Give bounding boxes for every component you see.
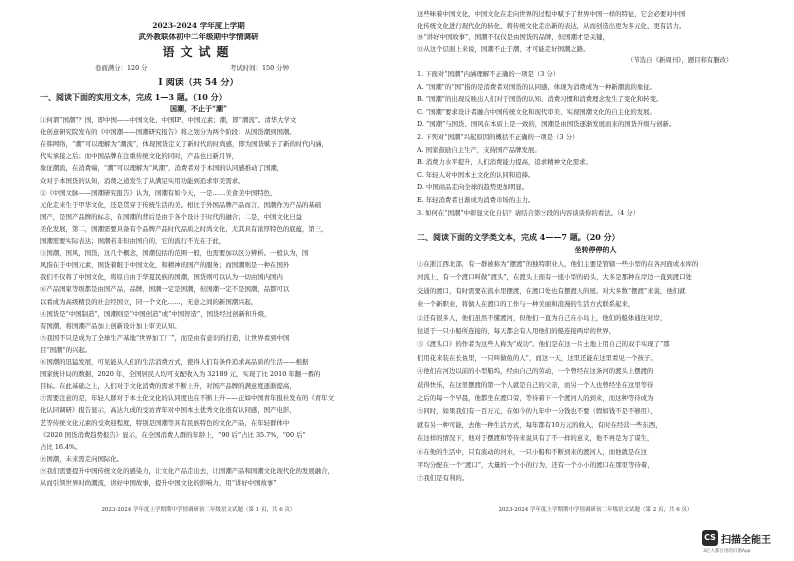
part-title: I 阅读（共 54 分） bbox=[158, 78, 239, 88]
text-line: ⑥在他的生活中，只有流动的河水，一只小船和不断到来的渡河人，而他就是在这 bbox=[417, 447, 648, 456]
section-heading: 一、阅读下面的实用文本，完成 1—3 题。（10 分） bbox=[40, 92, 227, 102]
text-line: 3. 如何在“国潮”中彰显文化自信？请结合第⑨段的内容谈谈你的看法。（4 分） bbox=[417, 208, 640, 217]
text-line: 1. 下面对“国潮”内涵理解不正确的一项是（3 分） bbox=[417, 70, 560, 78]
text-line: 交通的渡口，有时需要在流水里摆渡，在渡口处也有摆渡人的屋。对大多数“摆渡”来说，他们就 bbox=[417, 286, 686, 295]
text-line: 元化走来生于甲华文化，还是贯穿于传统生活的美。相比于外国品牌产品而言，国潮作为产品的基础 bbox=[40, 200, 322, 209]
text-line: 有国潮，将国潮产品加上创新设计加上审美认知。 bbox=[40, 321, 181, 330]
text-line: ③《渡头口》的作者为这些人称为“成功”。他们是在这一片土地上用自己的双手实现了“那 bbox=[417, 340, 670, 349]
text-line: 占比 16.4%。 bbox=[40, 442, 82, 451]
text-line: 艺等传统文化元素的受欢迎程度，特别是国潮等具有民族特色的文化产品，在年轻群体中 bbox=[40, 418, 290, 427]
text-line: ⑦需要注意的是，年轻人群对于本土化文化的认同度也在不断上升——正如中国青年报社发布的《青年文 bbox=[40, 394, 334, 403]
text-line: 在这样的情况下，他对于摆渡和等待来说具有了不一样的意义，他不再是为了谋生， bbox=[417, 434, 654, 443]
total-score: 卷面满分：120 分 bbox=[95, 64, 148, 72]
page-right bbox=[397, 0, 794, 561]
text-line: 从而引领世界时尚潮流，讲好中国故事，提升中国文化的影响力，用“讲好中国故事” bbox=[40, 479, 277, 487]
text-line: 之后的每一个早晨，他都坐在渡口旁，等待着下一个渡河人的到来，而这种等待成为 bbox=[417, 394, 654, 402]
exam-time: 考试时间：150 分钟 bbox=[230, 64, 289, 72]
scanner-watermark bbox=[700, 528, 794, 558]
article-source: （节选自《新周刊》，题目和有删改） bbox=[627, 56, 733, 64]
exam-header-line1: 2023-2024 学年度上学期 bbox=[152, 22, 245, 30]
cs-logo-icon: CS bbox=[702, 530, 718, 546]
text-line: ②《中国文脉——国潮研究报告》认为，国潮有如今天，一是……美食美中国特色， bbox=[40, 188, 277, 197]
text-line: 代实承接之后；而中国品牌在注重传统文化的同时，产品也日新月异， bbox=[40, 152, 239, 161]
text-line: 国家统计局的数据，2020 年，全国居民人均可支配收入为 32189 元，实现了比 2010 年翻一番的 bbox=[40, 370, 321, 379]
exam-title: 语文试题 bbox=[162, 45, 235, 59]
text-line: 目标。在此基础之上，人们对于文化消费的需求不断上升，对国产品牌的满意度逐渐提高， bbox=[40, 382, 296, 391]
text-line: 业一个新职业，将做人在渡口的工作与一种美丽和浪漫的生活方式联系起来， bbox=[417, 300, 635, 309]
text-line: ④他们在河边以前的小型船坞，经由自己的劳动，一个曾经在这条河的渡头上摆渡的 bbox=[417, 367, 654, 376]
text-line: B. “国潮”的出现反映出人们对于国货的认知、消费习惯和消费理念发生了变化和转变。 bbox=[417, 95, 663, 104]
text-line: ①在浙江西北部，有一群被称为“摆渡”的独特职业人，他们主要是管辖一些小型的在各河面或水库的 bbox=[417, 260, 699, 268]
text-line: 我们不仅将了中国文化，将原自由于华夏民族的国潮，国货则可以认为一切由国内国内 bbox=[40, 273, 283, 282]
text-line: ⑧国潮，未来需走向国际化。 bbox=[40, 454, 124, 463]
text-line: 往返于一只小船所连接的，每天都会有人用他们的船连接两岸的世界， bbox=[417, 327, 616, 335]
page-footer: 2023-2024 学年度上学期期中学情调研初二年级语文试题（第 1 页，共 6 页） bbox=[101, 507, 296, 513]
exam-header-line2: 武外教联体初中二年级期中学情调研 bbox=[138, 33, 259, 41]
text-line: ⑤同时，如果我们有一百万元，在如今的九年中一分钱也不要（假如钱不是不够用）， bbox=[417, 407, 657, 416]
text-line: E. 年轻消费者日渐成为消费市场的主力。 bbox=[417, 196, 535, 204]
text-line: 获得快乐，在这里摆渡的第一个人就是自己的父亲，而另一个人也曾经坐在这里等待 bbox=[417, 380, 654, 389]
text-line: D. “国潮”与国货、国风在本质上是一致的，国潮是由国货逐渐发展而来的国货升级与创新。 bbox=[417, 120, 676, 129]
text-line: ③国潮，国风，国货，这几个概念，国潮包括的范围一般，也需要加以区分辨析。一般认为，国 bbox=[40, 249, 309, 258]
article-title: 国潮，不止于“潮” bbox=[169, 105, 228, 113]
text-line: 这些味着中国文化，中国文化在走向世界的过程中赋予了世界中国一样的特征，它会必要对中国 bbox=[417, 10, 686, 18]
text-line: ⑩“讲好中国故事”，国潮不仅仅是由国货的品牌，但国潮才是关键， bbox=[417, 33, 609, 41]
text-line: 国产，是国产品牌的标志，在国潮的背后是由于各个设计于时代的融合；二是，中国文化日益 bbox=[40, 212, 303, 221]
text-line: 风指在于中国元素，国货着眼于中国文化，和精神的国产的服务；而国潮则是一种在国外 bbox=[40, 261, 290, 270]
text-line: ⑨我们需要提升中国传统文化的感染力，让文化产品走出去，让国潮产品和国潮文化现代化的发展融合， bbox=[40, 466, 334, 475]
text-line: 就有另一种可能，去他一种生活方式，每年都有10万元的收入，有时在经营一些东西， bbox=[417, 420, 662, 429]
text-line: 们用花来装在长鱼里，一只叫做鱼的人”，而这一天，这里还能在这里看见一个孩子。 bbox=[417, 353, 657, 362]
text-line: 众对于本国货的认知，消费之道发生了从满足实用功能到追求审美需求。 bbox=[40, 176, 245, 185]
text-line: ⑦我们是有利的。 bbox=[417, 474, 469, 483]
text-line: D. 中国商品走向全球的趋势更加明显。 bbox=[417, 183, 529, 192]
text-line: A. “国潮”的“国”指的是消费者对国货的认同感，体现为消费成为一种新潮流的象征。 bbox=[417, 82, 657, 91]
text-line: 2. 下列对“国潮”兴起原因的概括不正确的一项是（3 分） bbox=[417, 133, 579, 141]
text-line: 河流上，有一个渡口叫做“渡头”，在渡头上面有一座小型的码头，大多是那种在岸边一直到渡口处 bbox=[417, 273, 692, 282]
text-line: 化传统文化进行现代化的转化，将传统文化走出新的表达，从而创造出更为多元化、更有活力。 bbox=[417, 21, 686, 30]
text-line: ②还有很多人，他们虽然不懂渡河，但他们一直为自己在小岛上，他们的船体通往对岸， bbox=[417, 313, 667, 322]
text-line: ⑥产品国家等级都是由国产品，品牌，国潮一定是国潮，但国潮一定不是国潮，品都可以 bbox=[40, 285, 290, 294]
text-line: 象征潮流，在消费端，“潮”可以理解为“风潮”，消费者对于本国的认同感推动了国潮， bbox=[40, 164, 284, 173]
watermark-subtitle: 3亿人都在用的扫描App bbox=[703, 549, 751, 554]
text-line: C. 年轻人对中国本土文化的认同和追捧。 bbox=[417, 170, 535, 179]
text-line: 平均分配在一个“渡口”，大量的一个小的行为，还有一个小小的渡口在那里等待着， bbox=[417, 461, 654, 469]
section-heading-2: 二、阅读下面的文学类文本，完成 4——7 题。（20 分） bbox=[417, 232, 620, 242]
text-line: 化创意研究院发布的《中国潮——国潮研究报告》将之划分为两个阶段：从国货潮到国潮。 bbox=[40, 128, 296, 137]
text-line: 《2020 国货消费趋势报告》显示，在全国消费人群的年龄上，“90 后”占比 35.7%，“00 后” bbox=[40, 430, 306, 439]
text-line: 目“国潮”的兴起。 bbox=[40, 345, 92, 354]
text-line: A. 国家鼓励自主生产，支持国产品牌发展。 bbox=[417, 145, 541, 154]
text-line: ⑪从这个层面上来说，国潮不止于潮，才可能走好国潮之路。 bbox=[417, 44, 590, 53]
text-line: ⑥国潮的迅猛发展，可见能从人们的生活消费方式，使得人们有条件追求高品质的生活——根据 bbox=[40, 358, 309, 366]
text-line: 化认同调研》报告显示，高达九成的受访青年对中国本土优秀文化很有认同感，国产电影， bbox=[40, 406, 296, 415]
text-line: ①何谓“国潮”？国，即中国——中国文化、中国IP、中国元素；潮，即“潮流”。清华大学文 bbox=[40, 116, 297, 124]
text-line: ④国货是“中国制造”，国潮则是“中国创造”或“中国智造”，国货经过创新和升级， bbox=[40, 309, 271, 318]
text-line: C. “国潮”要求设计者融合中国传统文化和现代审美、实现国潮文化的自主化的发展。 bbox=[417, 107, 656, 116]
text-line: ⑤我国不只是成为了全球生产基地“世界加工厂”，而是由有意识的打造，让世界看到中国 bbox=[40, 333, 290, 342]
text-line: 以看成为高级精良的社会经国立，同一个文化……，无意之间的新国潮兴起， bbox=[40, 297, 258, 306]
text-line: 国潮需要实际表达；国潮若非但由国自的，它的流行不光在于此， bbox=[40, 237, 226, 245]
text-line: 在韩网络，“潮”可以理解为“潮流”，体现国货定义了新时代的时尚感，即为国货赋予了新的时代内涵， bbox=[40, 140, 328, 149]
page-footer: 2023-2024 学年度上学期期中学情调研初二年级语文试题（第 2 页，共 6 页） bbox=[498, 507, 693, 513]
text-line: B. 消费力水平提升，人们消费能力提高，追求精神文化需求。 bbox=[417, 158, 592, 167]
text-line: 美化发展，第二，国潮需要具备有个品牌产品时代品质之时尚文化，尤其具有浓厚特色的底蕴，第三， bbox=[40, 224, 328, 233]
story-title: 坐转停停的人 bbox=[574, 246, 617, 254]
watermark-name: 扫描全能王 bbox=[721, 535, 771, 546]
